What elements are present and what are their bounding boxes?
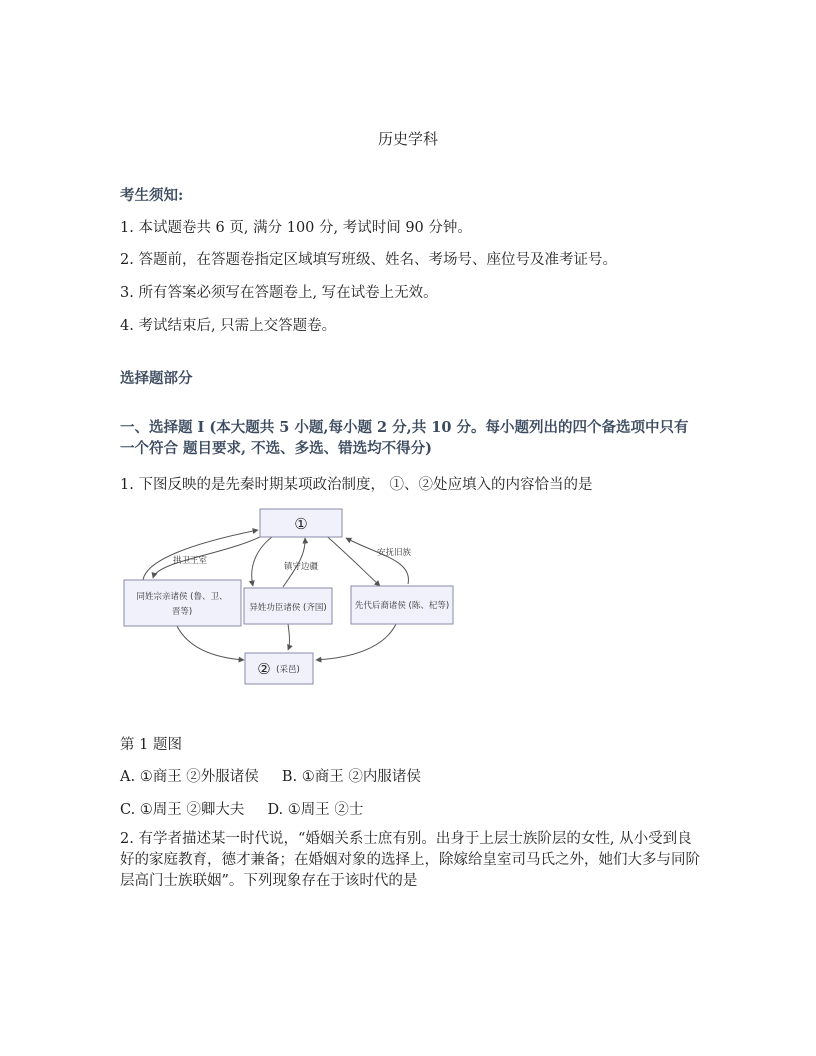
bottom-box-note: (采邑) <box>276 665 300 675</box>
right-box-label: 先代后裔诸侯 (陈、杞等) <box>354 601 450 611</box>
label-guard-border: 镇守边疆 <box>283 562 319 572</box>
label-pacify-clans: 安抚旧族 <box>376 548 412 558</box>
question-2-stem: 2. 有学者描述某一时代说，“婚姻关系士庶有别。出身于上层士族阶层的女性, 从小受到良好的家庭教育，德才兼备；在婚姻对象的选择上，除嫁给皇室司马氏之外，她们大多与同阶层高门士族联姻”。下列现象存在于该时代的是 <box>120 831 700 889</box>
part-heading: 选择题部分 <box>120 370 193 387</box>
label-defend-royal: 拱卫王室 <box>172 556 208 566</box>
figure-caption: 第 1 题图 <box>120 737 182 753</box>
notice-item: 1. 本试题卷共 6 页, 满分 100 分, 考试时间 90 分钟。 <box>120 220 472 236</box>
page-title: 历史学科 <box>377 130 438 148</box>
question-1-options-ab: A. ①商王 ②外服诸侯 B. ①商王 ②内服诸侯 <box>120 769 421 785</box>
left-box-line1: 同姓宗亲诸侯 (鲁、卫、 <box>136 592 228 602</box>
middle-box-label: 异姓功臣诸侯 (齐国) <box>249 603 327 613</box>
top-box-label: ① <box>294 515 308 533</box>
question-1-stem: 1. 下图反映的是先秦时期某项政治制度， ①、②处应填入的内容恰当的是 <box>120 477 593 493</box>
notice-item: 3. 所有答案必须写在答题卷上, 写在试卷上无效。 <box>120 285 438 301</box>
notice-heading: 考生须知: <box>120 187 184 204</box>
section-title: 一、选择题 I (本大题共 5 小题,每小题 2 分,共 10 分。每小题列出的四个备选项中只有一个符合 题目要求, 不选、多选、错选均不得分) <box>120 419 689 457</box>
notice-item: 2. 答题前，在答题卷指定区域填写班级、姓名、考场号、座位号及准考证号。 <box>120 252 617 268</box>
notice-item: 4. 考试结束后, 只需上交答题卷。 <box>120 318 337 334</box>
left-box-line2: 晋等) <box>171 607 193 617</box>
question-1-diagram <box>118 500 463 690</box>
question-1-options-cd: C. ①周王 ②卿大夫 D. ①周王 ②士 <box>120 802 364 818</box>
bottom-box-num: ② <box>257 660 271 678</box>
left-box <box>124 580 241 626</box>
